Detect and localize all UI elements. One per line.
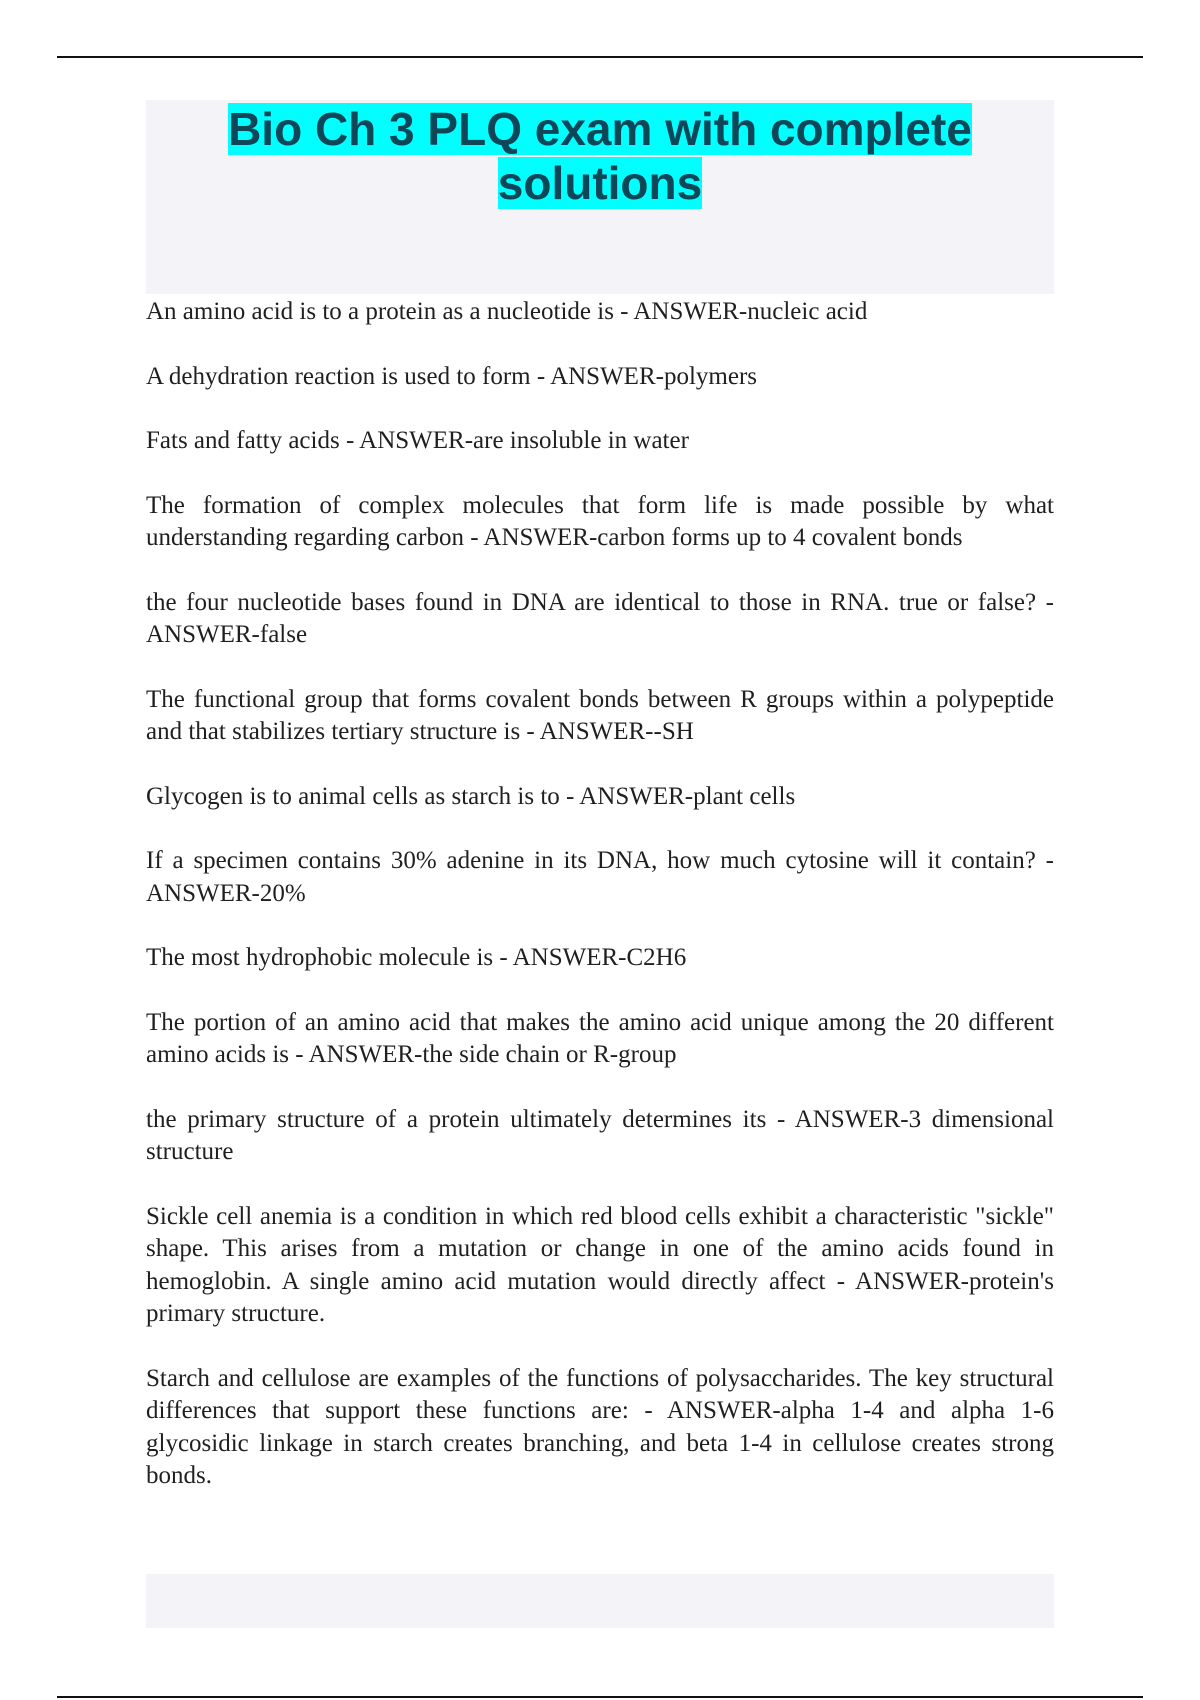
qa-item: An amino acid is to a protein as a nucleotide is - ANSWER-nucleic acid bbox=[146, 298, 868, 325]
qa-item: The functional group that forms covalent bonds between R groups within a polypeptide and that stabilizes tertiary structure is - ANSWER--SH bbox=[146, 685, 1054, 745]
qa-item: If a specimen contains 30% adenine in its DNA, how much cytosine will it contain? - ANSWER-20% bbox=[146, 847, 1054, 907]
top-rule bbox=[57, 56, 1143, 58]
qa-item: Fats and fatty acids - ANSWER-are insoluble in water bbox=[146, 427, 689, 454]
document-title bbox=[146, 100, 1054, 210]
document-title-text: Bio Ch 3 PLQ exam with complete solutions bbox=[228, 103, 972, 209]
footer-panel bbox=[146, 1574, 1054, 1628]
bottom-rule bbox=[57, 1696, 1143, 1698]
qa-item: A dehydration reaction is used to form - ANSWER-polymers bbox=[146, 362, 757, 390]
qa-item: Glycogen is to animal cells as starch is to - ANSWER-plant cells bbox=[146, 782, 796, 810]
qa-item: Sickle cell anemia is a condition in which red blood cells exhibit a characteristic "sickle" shape. This arises from a mutation or change in one of the amino acids found in hemoglobin. A single amino acid mutation would directly affect - ANSWER-protein's primary structure. bbox=[146, 1202, 1054, 1327]
qa-item: The most hydrophobic molecule is - ANSWER-C2H6 bbox=[146, 944, 687, 971]
qa-item: Starch and cellulose are examples of the functions of polysaccharides. The key structural differences that support these functions are: - ANSWER-alpha 1-4 and alpha 1-6 glycosidic linkage in starch creates branching, and beta 1-4 in cellulose creates strong bonds. bbox=[146, 1364, 1054, 1489]
qa-item: the primary structure of a protein ultimately determines its - ANSWER-3 dimensional structure bbox=[146, 1105, 1054, 1165]
qa-item: The portion of an amino acid that makes the amino acid unique among the 20 different amino acids is - ANSWER-the side chain or R-group bbox=[146, 1008, 1054, 1068]
qa-list bbox=[146, 296, 1054, 1525]
qa-item: The formation of complex molecules that form life is made possible by what understanding regarding carbon - ANSWER-carbon forms up to 4 covalent bonds bbox=[146, 491, 1054, 551]
qa-item: the four nucleotide bases found in DNA are identical to those in RNA. true or false? - ANSWER-false bbox=[146, 588, 1054, 648]
title-panel bbox=[146, 100, 1054, 294]
